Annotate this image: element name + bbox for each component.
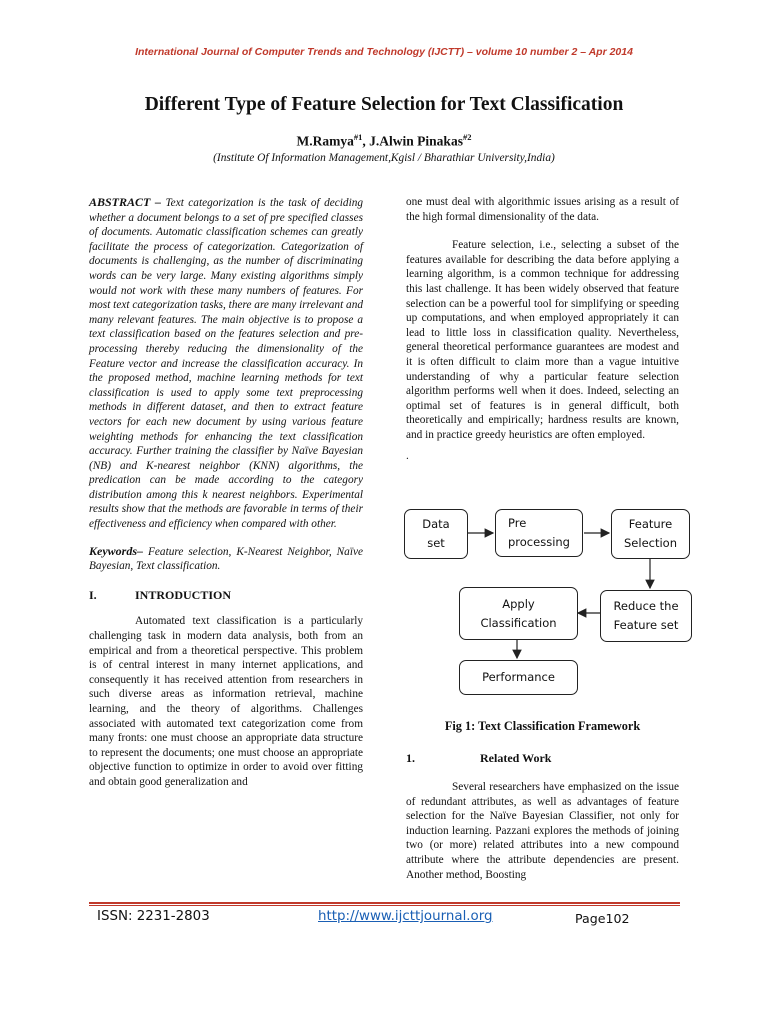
right-paragraph-1: one must deal with algorithmic issues arising as a result of the high formal dimensionality of the data. xyxy=(406,196,679,223)
right-column xyxy=(406,195,679,463)
introduction-title: INTRODUCTION xyxy=(135,587,232,602)
journal-link[interactable]: http://www.ijcttjournal.org xyxy=(318,909,493,924)
journal-header: International Journal of Computer Trends and Technology (IJCTT) – volume 10 number 2 – Apr 2014 xyxy=(135,46,633,58)
left-column xyxy=(89,195,363,790)
abstract-label: ABSTRACT – xyxy=(89,195,161,209)
box-apply-classification xyxy=(459,587,578,640)
page-footer xyxy=(89,909,680,931)
box-data-set xyxy=(404,509,468,559)
author-2: J.Alwin Pinakas xyxy=(369,133,463,149)
figure-caption: Fig 1: Text Classification Framework xyxy=(444,719,641,733)
related-work-heading xyxy=(406,751,679,766)
footer-rule-top xyxy=(89,902,680,904)
paper-title: Different Type of Feature Selection for Text Classification xyxy=(144,94,624,115)
box-pre-processing-label: Pre processing xyxy=(508,516,570,549)
authors xyxy=(0,132,768,150)
keywords xyxy=(89,544,363,574)
box-apply-classification-label: Apply Classification xyxy=(480,596,557,630)
author-2-marker: #2 xyxy=(462,132,472,142)
stray-dot: . xyxy=(406,449,409,462)
author-1: M.Ramya xyxy=(296,133,354,149)
keywords-label: Keywords– xyxy=(89,543,143,558)
abstract xyxy=(89,195,363,532)
issn: ISSN: 2231-2803 xyxy=(97,909,210,924)
abstract-text: Text categorization is the task of deciding whether a document belongs to a set of pre specified classes of documents. Automatic classification schemes can greatly facilitate the process of categorization. Categorization of documents is challenging, as the number of discriminating words can be very large. Many existing algorithms simply would not work with these many numbers of features. For most text categorization tasks, there are many irrelevant and many relevant features. The main objective is to propose a text classification based on the features selection and pre-processing thereby reducing the dimensionality of the Feature vector and increase the classification accuracy. In the proposed method, machine learning methods for text classification is used to apply some text preprocessing methods in different dataset, and then to extract feature vectors for each new document by using various feature weighting methods for enhancing the text classification accuracy. Further training the classifier by Naïve Bayesian (NB) and K-nearest neighbor (KNN) algorithms, the predication can be made according to the category distribution among this k nearest neighbors. Experimental results show that the methods are favorable in terms of their effectiveness and efficiency when compared with other. xyxy=(89,197,364,531)
box-data-set-label: Data set xyxy=(422,517,450,550)
author-1-marker: #1 xyxy=(353,132,363,142)
box-performance xyxy=(459,660,578,695)
right-paragraph-2: Feature selection, i.e., selecting a subset of the features available for describing the data before applying a learning algorithm, is a common technique for addressing this last challenge. It has been widely observed that feature selection can be a powerful tool for simplifying or speeding up computations, and when employed appropriately it can lead to little loss in classification quality. Nevertheless, general theoretical performance guarantees are modest and it is often difficult to claim more than a vague intuitive understanding of why a particular feature selection algorithm performs well when it does. Indeed, selecting an optimal set of features is in general difficult, both theoretically and empirically; hardness results are known, and in practice greedy heuristics are often employed. xyxy=(406,239,679,441)
box-pre-processing xyxy=(495,509,583,557)
affiliation: (Institute Of Information Management,Kgisl / Bharathiar University,India) xyxy=(213,152,555,164)
box-reduce-feature-set xyxy=(600,590,692,642)
related-work-title: Related Work xyxy=(480,751,552,765)
keywords-text: Feature selection, K-Nearest Neighbor, Naïve Bayesian, Text classification. xyxy=(89,545,363,573)
text-classification-flowchart xyxy=(400,506,690,706)
related-work-number: 1. xyxy=(406,751,415,765)
box-feature-selection-label: Feature Selection xyxy=(624,517,677,550)
author-separator: , xyxy=(362,133,370,149)
related-work-paragraph: Several researchers have emphasized on the issue of redundant attributes, as well as advantages of feature selection for the Naïve Bayesian Classifier, not only for induction learning. Pazzani explores the methods of joining two (or more) related attributes into a new compound attribute where the attribute dependencies are present. Another method, Boosting xyxy=(406,781,679,881)
footer-rule-bottom xyxy=(89,905,680,906)
box-reduce-feature-set-label: Reduce the Feature set xyxy=(613,599,679,632)
box-feature-selection xyxy=(611,509,690,559)
introduction-paragraph: Automated text classification is a particularly challenging task in modern data analysis, both from an empirical and from a theoretical perspective. This problem is of central interest in many internet applications, and consequently it has received attention from researchers in such diverse areas as information retrieval, machine learning, and the theory of algorithms. Challenges associated with automated text categorization come from many fronts: one must choose an appropriate data structure to represent the documents; one must choose an appropriate objective function to optimize in order to avoid over fitting and obtain good generalization and xyxy=(89,615,363,788)
box-performance-label: Performance xyxy=(482,670,555,684)
page-number: Page102 xyxy=(575,911,630,926)
introduction-heading xyxy=(89,588,363,603)
introduction-number: I. xyxy=(89,587,97,602)
